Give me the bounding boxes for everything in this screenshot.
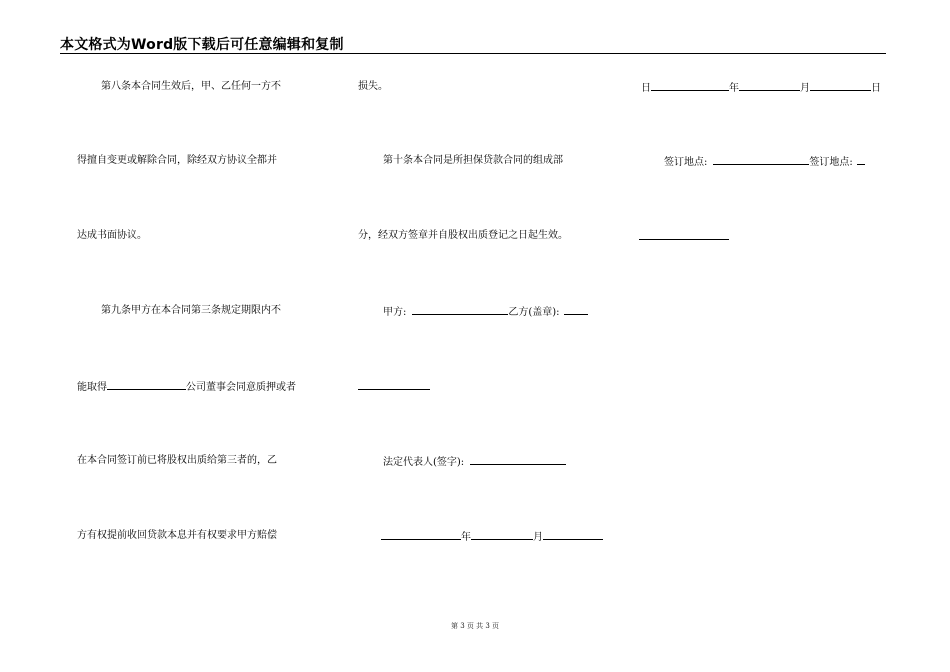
page-number-footer: 第 3 页 共 3 页 xyxy=(450,622,500,630)
col3-date-line xyxy=(641,81,881,95)
col3-year-label: 年 xyxy=(729,83,739,94)
legal-representative-label: 法定代表人(签字): xyxy=(383,457,465,468)
article-8-line-2: 得擅自变更或解除合同，除经双方协议全都并 xyxy=(77,155,277,166)
col3-month-blank[interactable] xyxy=(739,81,800,91)
signing-place-blank-continued[interactable] xyxy=(639,239,729,240)
col2-month-label: 月 xyxy=(533,532,543,543)
article-9-line-2 xyxy=(77,380,296,394)
article-9-line-1: 第九条甲方在本合同第三条规定期限内不 xyxy=(101,305,281,316)
header-divider xyxy=(60,53,886,54)
col2-date-line xyxy=(381,530,603,544)
party-b-blank[interactable] xyxy=(564,305,588,315)
col2-day-blank[interactable] xyxy=(543,530,603,540)
article-9-line-2-end: 公司董事会同意质押或者 xyxy=(186,382,296,393)
party-signature-line xyxy=(383,305,588,319)
article-9-line-5: 损失。 xyxy=(358,81,388,92)
signing-place-label-1: 签订地点: xyxy=(664,157,708,168)
col3-day-end-label: 日 xyxy=(871,83,881,94)
col2-year-label: 年 xyxy=(461,532,471,543)
article-8-line-1: 第八条本合同生效后，甲、乙任何一方不 xyxy=(101,81,281,92)
article-10-line-2: 分，经双方签章并自股权出质登记之日起生效。 xyxy=(358,230,568,241)
legal-representative-blank[interactable] xyxy=(470,455,566,465)
document-header-title: 本文格式为Word版下载后可任意编辑和复制 xyxy=(60,37,344,53)
article-9-line-4: 方有权提前收回贷款本息并有权要求甲方赔偿 xyxy=(77,530,277,541)
party-b-label: 乙方(盖章): xyxy=(508,307,560,318)
legal-representative-line xyxy=(383,455,566,469)
signing-place-label-2: 签订地点: xyxy=(809,157,853,168)
col2-month-blank[interactable] xyxy=(471,530,533,540)
party-b-blank-continued[interactable] xyxy=(358,389,430,390)
article-10-line-1: 第十条本合同是所担保贷款合同的组成部 xyxy=(383,155,563,166)
company-name-blank[interactable] xyxy=(107,380,186,390)
signing-place-line xyxy=(664,155,865,169)
article-9-line-3: 在本合同签订前已将股权出质给第三者的，乙 xyxy=(77,455,277,466)
col2-year-blank[interactable] xyxy=(381,530,461,540)
col3-day-start-label: 日 xyxy=(641,83,651,94)
col3-day-blank[interactable] xyxy=(810,81,871,91)
signing-place-blank-2[interactable] xyxy=(857,155,865,165)
party-a-label: 甲方: xyxy=(383,307,407,318)
party-a-blank[interactable] xyxy=(412,305,508,315)
article-9-line-2-start: 能取得 xyxy=(77,382,107,393)
col3-year-blank[interactable] xyxy=(651,81,729,91)
article-8-line-3: 达成书面协议。 xyxy=(77,230,147,241)
signing-place-blank-1[interactable] xyxy=(713,155,809,165)
col3-month-label: 月 xyxy=(800,83,810,94)
